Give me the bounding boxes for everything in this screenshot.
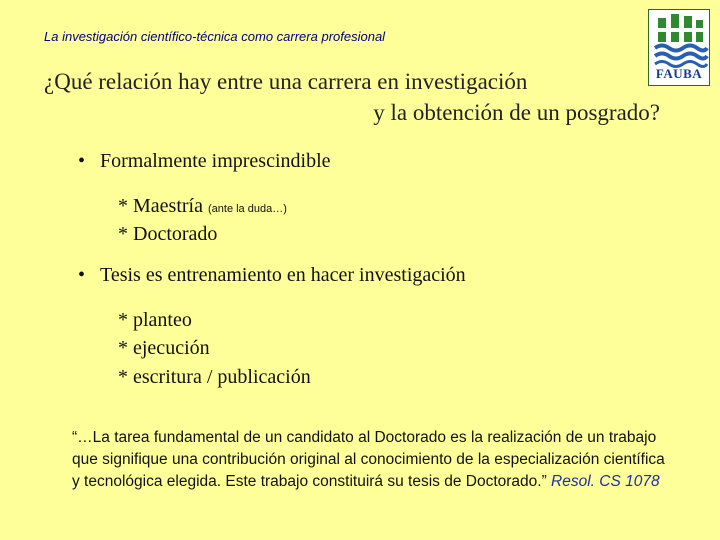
quote-reference: Resol. CS 1078: [551, 473, 660, 490]
bullet-dot: •: [78, 150, 86, 172]
sub-item: [118, 334, 210, 362]
bullet-text: Formalmente imprescindible: [100, 150, 331, 172]
sub-item: [118, 220, 217, 248]
quote-text: “…La tarea fundamental de un candidato al Doctorado es la realización de un trabajo que signifique una contribución original al conocimiento de la especialización científica y tecnológica elegida. Este trabajo constituirá su tesis de Doctorado.”: [72, 429, 665, 490]
title-line-1: ¿Qué relación hay entre una carrera en investigación: [44, 69, 528, 94]
slide-header: La investigación científico-técnica como carrera profesional: [44, 29, 386, 44]
bullet-item: [78, 150, 331, 173]
slide-title: [44, 66, 664, 128]
fauba-logo-icon: [649, 10, 711, 70]
sub-item-text: * planteo: [118, 309, 192, 331]
sub-item: [118, 363, 311, 391]
quote-block: [72, 427, 672, 493]
title-line-2: y la obtención de un posgrado?: [373, 100, 660, 125]
bullet-item: [78, 264, 466, 287]
sub-item-text: * Doctorado: [118, 223, 218, 245]
sub-item: [118, 306, 192, 334]
logo-label: FAUBA: [655, 66, 703, 81]
sub-item-text: * ejecución: [118, 337, 210, 359]
sub-item-note: (ante la duda…): [207, 203, 287, 215]
sub-item-text: * escritura / publicación: [118, 366, 311, 388]
sub-item-text: * Maestría: [118, 195, 203, 217]
bullet-dot: •: [78, 264, 86, 286]
sub-item: [118, 192, 287, 223]
bullet-text: Tesis es entrenamiento en hacer investigación: [100, 264, 466, 286]
